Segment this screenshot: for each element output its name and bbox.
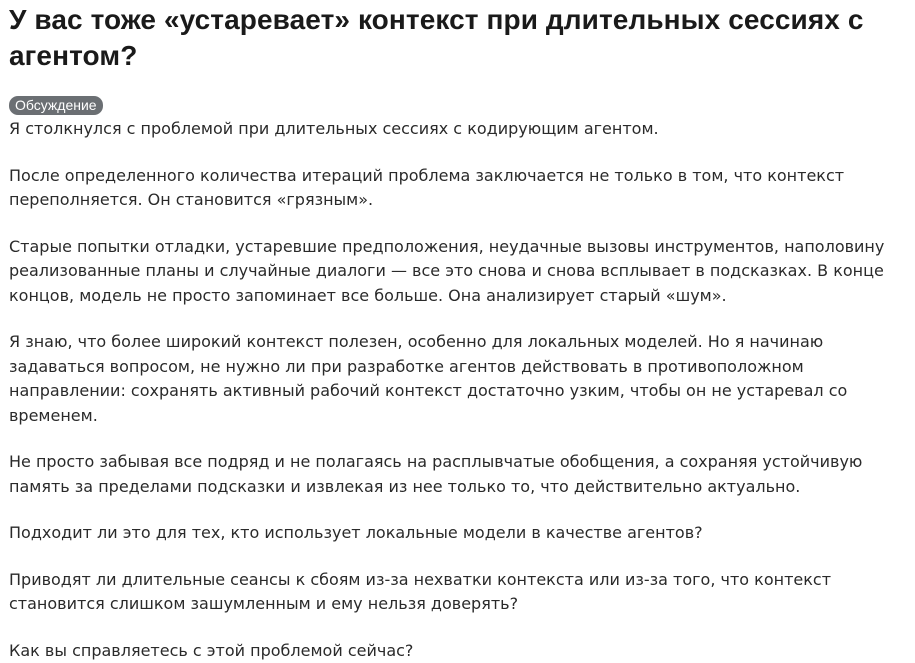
post-paragraph: Как вы справляетесь с этой проблемой сейчас? <box>9 639 909 663</box>
post-paragraph: Не просто забывая все подряд и не полагаясь на расплывчатые обобщения, а сохраняя устойчивую память за пределами подсказки и извлекая из нее только то, что действительно актуально. <box>9 450 909 499</box>
post-paragraph: Приводят ли длительные сеансы к сбоям из-за нехватки контекста или из-за того, что контекст становится слишком зашумленным и ему нельзя доверять? <box>9 568 909 617</box>
post-title[interactable]: У вас тоже «устаревает» контекст при длительных сессиях с агентом? <box>9 2 909 74</box>
post-paragraph: Я столкнулся с проблемой при длительных сессиях с кодирующим агентом. <box>9 117 909 142</box>
post <box>9 2 909 663</box>
post-paragraph: Старые попытки отладки, устаревшие предположения, неудачные вызовы инструментов, наполовину реализованные планы и случайные диалоги — все это снова и снова всплывает в подсказках. В конце концов, модель не просто запоминает все больше. Она анализирует старый «шум». <box>9 235 909 309</box>
post-paragraph: Я знаю, что более широкий контекст полезен, особенно для локальных моделей. Но я начинаю задаваться вопросом, не нужно ли при разработке агентов действовать в противоположном направлении: сохранять активный рабочий контекст достаточно узким, чтобы он не устаревал со временем. <box>9 330 909 428</box>
flair-badge[interactable]: Обсуждение <box>9 96 103 115</box>
post-paragraph: После определенного количества итераций проблема заключается не только в том, что контекст переполняется. Он становится «грязным». <box>9 164 909 213</box>
post-body <box>9 117 909 663</box>
post-paragraph: Подходит ли это для тех, кто использует локальные модели в качестве агентов? <box>9 521 909 546</box>
